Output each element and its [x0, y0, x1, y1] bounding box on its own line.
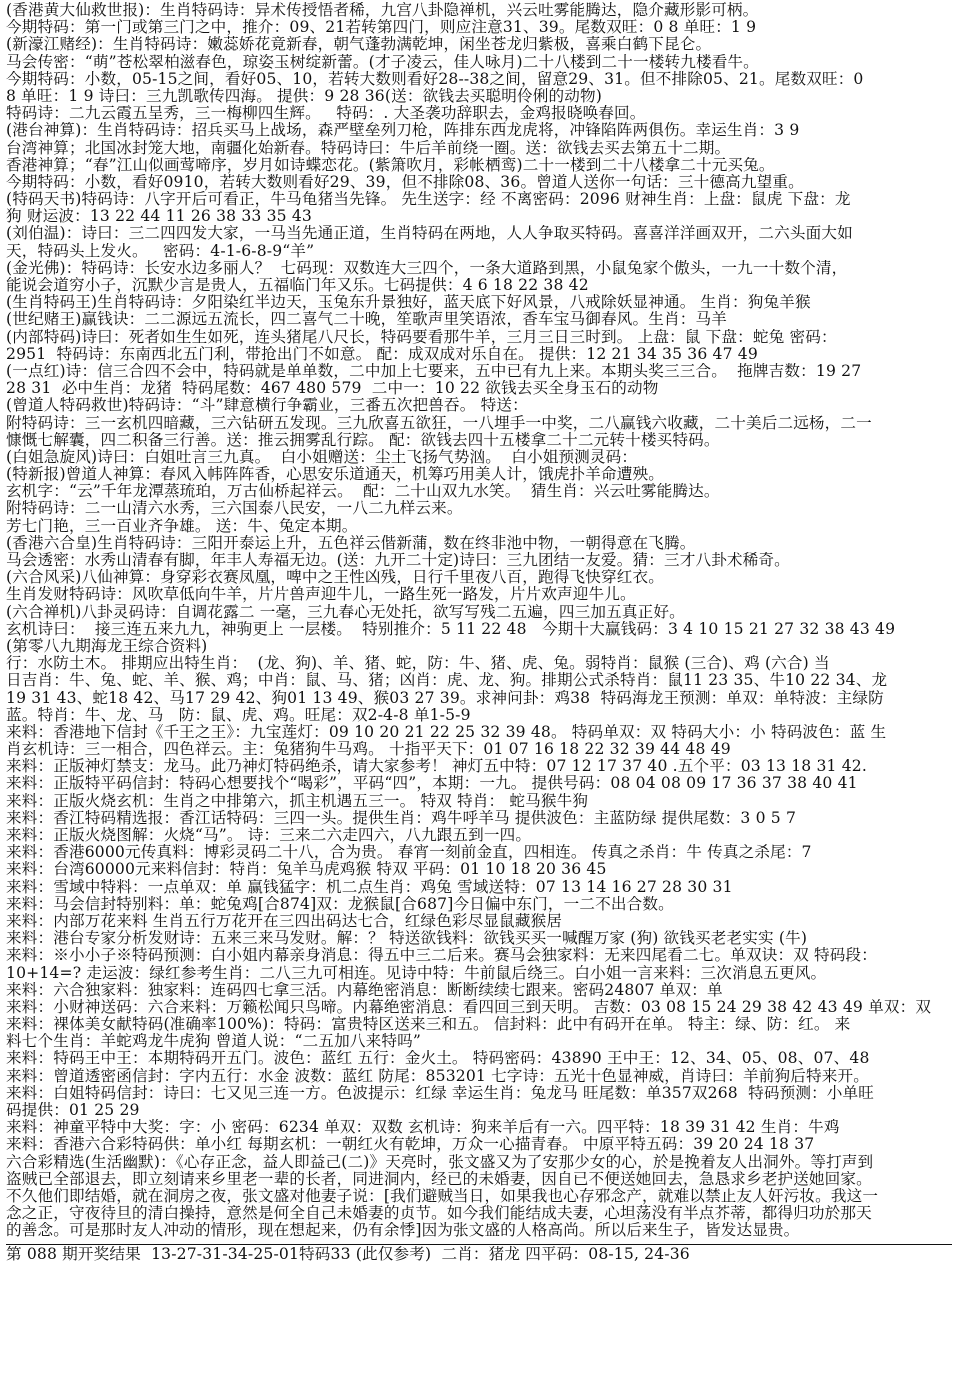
text-lines	[6, 2, 952, 1240]
text-line: 19 31 43、蛇18 42、马17 29 42、狗01 13 49、猴03 27 39。求神问卦：鸡38 特码海龙王预测：单双：单特波：主绿防	[6, 689, 884, 707]
text-line: (曾道人特码救世)特码诗：“斗”肆意横行争霸业，三番五次把兽吞。 特送：	[6, 397, 528, 415]
text-line: 来料：台湾60000元来料信封：特肖：兔羊马虎鸡猴 特双 平码：01 10 18 20 36 45	[6, 861, 607, 879]
text-line: 玄机字：“云”千年龙潭蒸琉珀，万古仙桥起祥云。 配：二十山双九水笑。 猜生肖：兴云吐雾能腾达。	[6, 483, 720, 501]
text-line: (刘伯温)：诗曰：三二四四发大家，一马当先通正道，生肖特码在两地，人人争取买特码。喜喜洋洋画双开，二六头面大如	[6, 225, 853, 243]
text-line: (生肖特码王)生肖特码诗：夕阳染红半边天，玉兔东升景独好，蓝天底下好风景，八戒除妖显神通。 生肖：狗兔羊猴	[6, 294, 811, 312]
text-line: 盗贼已全部退去，即立刻请来乡里老一辈的长者，同进洞内，经已的未婚妻，因自已不便送她回去，急恳求乡老护送她回家。	[6, 1170, 872, 1188]
text-line: 玄机诗曰： 接三连五来九九，神驹更上 一层楼。 特别推介：5 11 22 48 今期十大赢钱码：3 4 10 15 21 27 32 38 43 49	[6, 620, 896, 638]
text-line: 28 31 必中生肖：龙猪 特码尾数：467 480 579 二中一：10 22 欲钱去买全身玉石的动物	[6, 380, 659, 398]
text-line: 来料：神童平特中大奖：字：小 密码：6234 单双：双数 玄机诗：狗来羊后有一六。四平特：18 39 31 42 生肖：牛鸡	[6, 1119, 840, 1137]
text-line: 生肖发财特码诗：风吹草低向牛羊，片片兽声迎牛儿，一路生死一路发，片片欢声迎牛儿。	[6, 586, 636, 604]
text-line: 来料：※小小子※特码预测：白小姐内幕亲身消息：得五中三二后来。赛马会独家料：无来四尾看二七。单双诀：双 特码段：	[6, 947, 878, 965]
text-line: (香港黄大仙救世报)：生肖特码诗：异术传授悟者稀，九宫八卦隐禅机，兴云吐雾能腾达，隐介藏形影可柄。	[6, 2, 759, 19]
text-line: 来料：白姐特码信封：诗曰：七又见三连一方。色波提示：红绿 幸运生肖：兔龙马 旺尾数：单357双268 特码预测：小单旺	[6, 1084, 875, 1102]
text-line: 来料：香港六合彩特码供：单小红 每期玄机：一朝红火有乾坤，万众一心描青春。 中原平特五码：39 20 24 18 37	[6, 1136, 815, 1154]
text-line: 来料：曾道透密函信封：字内五行：水金 波数：蓝红 防尾：853201 七字诗：五光十色显神威，肖诗曰：羊前狗后特来开。	[6, 1067, 869, 1085]
text-line: 来料：六合独家料：独家料：连码四七拿三活。内幕绝密消息：断断续续七跟来。密码24807 单双：单	[6, 981, 723, 999]
text-line: 芳七门艳，三一百业齐争雄。 送：牛、兔定本期。	[6, 517, 358, 535]
text-line: (金光佛)：特码诗：长安水边多丽人？ 七码现：双数连大三四个，一条大道路到黑，小鼠兔家个傲头，一九一十数个清，	[6, 259, 848, 277]
text-line: 马会传密：“萌”苍松翠柏滋春色，琼姿玉树绽新蕾。(才子凌云，佳人咏月)二十八楼到二十一楼转九楼看牛。	[6, 53, 759, 71]
text-line: 来料：正版火烧玄机：生肖之中排第六，抓主机遇五三一。 特双 特肖： 蛇马猴牛狗	[6, 792, 589, 810]
text-line: 码提供：01 25 29	[6, 1102, 140, 1119]
text-line: (特码天书)特码诗：八字开后可看正，牛马龟猪当先锋。 先生送字：经 不离密码：2096 财神生肖：上盘：鼠虎 下盘：龙	[6, 191, 851, 209]
text-line: 今期特码：小数，05-15之间，看好05、10，若转大数则看好28--38之间，留意29、31。但不排除05、21。尾数双旺：0	[6, 70, 864, 88]
text-line: 来料：正版神灯禁支：龙马。此乃神灯特码绝杀，请大家参考！ 神灯五中特：07 12 17 37 40 .五个平：03 13 18 31 42.	[6, 758, 867, 776]
text-line: 料七个生肖：羊蛇鸡龙牛虎狗 曾道人说：“二五加八来特吗”	[6, 1033, 421, 1051]
text-line: 附特码诗：二一山清六水秀，三六国泰八民安，一八二九样云来。	[6, 500, 463, 518]
text-line: (世纪赌王)赢钱诀：二二源远五流长，四二喜气二十晚，笙歌声里笑语浓，香车宝马御春风。生肖：马羊	[6, 311, 727, 329]
text-line: (内部特码)诗曰：死者如生生如死，连头猪尾八尺长，特码要看那牛羊，三月三日三时到。 上盘：鼠 下盘：蛇兔 密码：	[6, 328, 837, 346]
text-line: 香港神算；“春”江山似画莺啼序，岁月如诗蝶恋花。(紫箫吹月，彩帐栖鸾)二十一楼到二十八楼拿二十元买兔。	[6, 156, 775, 174]
text-line: 天，特码头上发火。 密码：4-1-6-8-9“羊”	[6, 242, 315, 260]
text-line: 六合彩精选(生活幽默)：《心存正念，益人即益己(二)》天亮时，张文盛又为了安那少女的心，於是挽着友人出洞外。等打声到	[6, 1153, 874, 1171]
text-line: 来料：香港地下信封《千王之王》：九宝莲灯：09 10 20 21 22 25 32 39 48。 特码单双：双 特码大小：小 特码波色：蓝 生	[6, 723, 887, 741]
text-line: 8 单旺：1 9 诗曰：三九凯歌传四海。 提供：9 28 36(送：欲钱去买聪明伶俐的动物)	[6, 87, 602, 105]
text-line: 行：水防土木。 排期应出特生肖： (龙、狗)、羊、猪、蛇，防：牛、猪、虎、兔。弱特肖：鼠猴 (三合)、鸡 (六合) 当	[6, 655, 830, 673]
text-line: (一点红)诗：信三合四不会中，特码就是单单数，二中加上七要来，五中已有九上来。本期头奖三三合。 拖牌吉数：19 27	[6, 362, 862, 380]
text-line: (特新报)曾道人神算：春风入帏阵阵香，心思安乐道通天，机筹巧用美人计，饿虎扑羊命遭殃。	[6, 466, 664, 484]
text-line: 来料：正版特平码信封：特码心想要找个“喝彩”，平码“四”，本期：一九。 提供号码：08 04 08 09 17 36 37 38 40 41	[6, 775, 858, 793]
text-line: 来料：正版火烧图解：火烧“马”。 诗：三来二六走四六，八九跟五到一四。	[6, 827, 532, 844]
text-line: 日吉肖：牛、兔、蛇、羊、猴、鸡；中肖：鼠、马、猪；凶肖：虎、龙、狗。排期公式杀特肖：鼠11 23 35、牛10 22 34、龙	[6, 672, 888, 690]
text-line: 来料：港台专家分析发财诗：五来三来马发财。解：？ 特送欲钱料：欲钱买买一喊醒万家 (狗) 欲钱买老老实实 (牛)	[6, 930, 808, 948]
text-line: 台湾神算；北国冰封笼大地，南疆化始新春。特码诗曰：牛后羊前绕一圈。送：欲钱去买去第五十二期。	[6, 139, 731, 157]
text-line: 今期特码：第一门或第三门之中，推介：09、21若转第四门，则应注意31、39。尾数双旺：0 8 单旺：1 9	[6, 19, 757, 37]
text-line: (港台神算)：生肖特码诗：招兵买马上战场，森严壁垒列刀枪，阵排东西龙虎将，冲锋陷阵两俱伤。幸运生肖：3 9	[6, 122, 800, 140]
text-line: 慷慨七解囊，四二积备三行善。送：推云拥雾乱行踪。 配：欲钱去四十五楼拿二十二元转十楼买特码。	[6, 431, 720, 449]
text-line: 今期特码：小数，看好0910，若转大数则看好29、39，但不排除08、36。曾道人送你一句话：三十德高九望重。	[6, 173, 804, 191]
text-line: 能说会道穷小子，沉默少言是贵人，五福临门年又乐。七码提供：4 6 18 22 38 42	[6, 277, 589, 294]
text-line: 蓝。特肖：牛、龙、马 防：鼠、虎、鸡。旺尾：双2-4-8 单1-5-9	[6, 706, 471, 724]
text-line: 来料：雪域中特料：一点单双：单 赢钱猛字：机二点生肖：鸡兔 雪域送特：07 13 14 16 27 28 30 31	[6, 878, 733, 896]
text-line: 马会透密：水秀山清春有脚，年丰人寿福无边。(送：九开二十定)诗曰：三九团结一友爱。猜：三才八卦术稀奇。	[6, 552, 790, 569]
text-line: 来料：小财神送码：六合来料：万籁松闻只鸟啼。内幕绝密消息：看四回三到天明。 吉数：03 08 15 24 29 38 42 43 49 单双：双	[6, 998, 932, 1016]
draw-result-footer: 第 088 期开奖结果 13-27-31-34-25-01特码33 (此仅参考) 二肖：猪龙 四平码：08-15, 24-36	[6, 1244, 952, 1263]
text-line: (六合风采)八仙神算：身穿彩衣赛凤凰，啤中之王性凶残，日行千里夜八百，跑得飞快穿红衣。	[6, 569, 664, 587]
text-line: (第零八九期海龙王综合资料)	[6, 637, 208, 655]
text-line: (新濠江赌经)：生肖特码诗：嫩蕊娇花竟新春，朝气蓬勃满乾坤，闲坐苍龙归紫极，喜乘白鹤下昆仑。	[6, 36, 712, 54]
text-line: (香港六合皇)生肖特码诗：三阳开泰运上升，五色祥云偕新蒲，数在终非池中物，一朝得意在飞腾。	[6, 534, 696, 552]
text-line: 附特码诗：三一玄机四暗藏，三六钻研五发现。三九欣喜五欲狂，一八埋手一中奖，二八赢钱六收藏，二十美后二远杨，二一	[6, 414, 872, 432]
text-line: 肖玄机诗：三一相合，四色祥云。主：兔猪狗牛马鸡。 十指平天下：01 07 16 18 22 32 39 44 48 49	[6, 741, 731, 759]
text-line: 不久他们即结婚，就在洞房之夜，张文盛对他妻子说：[我们避贼当日，如果我也心存邪念产，就难以禁止友人奸污妆。我这一	[6, 1187, 879, 1205]
text-line: 来料：裸体美女献特码(准确率100%)：特码：富贵特区送来三和五。 信封料：此中有码开在单。 特主：绿、防：红。 来	[6, 1016, 851, 1034]
text-line: 来料：内部万花来料 生肖五行万花开在三四出码达七合，红绿色彩尽显鼠藏猴居	[6, 912, 563, 930]
text-line: 来料：特码王中王：本期特码开五门。波色：蓝红 五行：金火土。 特码密码：43890 王中王：12、34、05、08、07、48	[6, 1050, 870, 1068]
text-line: (白姐急旋风)诗曰：白姐吐言三九真。 白小姐赠送：尘土飞扬气势汹。 白小姐预测灵码：	[6, 448, 638, 466]
text-line: 的善念。可是那时友人冲动的情形，现在想起来，仍有余悸]因为张文盛的人格高尚。所以后来生子，皆发达显贵。	[6, 1222, 800, 1240]
text-line: 来料：香江特码精选报：香江话特码：三四一头。提供生肖：鸡牛呼羊马 提供波色：主蓝防绿 提供尾数：3 0 5 7	[6, 809, 797, 827]
text-line: 2951 特码诗：东南西北五门利，带抢出门不如意。 配：成双成对乐自在。 提供：12 21 34 35 36 47 49	[6, 345, 758, 363]
text-line: 特码诗：二九云霞五呈秀，三一梅柳四生辉。 特码：. 大圣袭功辞职去，金鸡报晓唤春回。	[6, 105, 646, 123]
text-line: 10+14=? 走运波：绿红参考生肖：二八三九可相连。见诗中特：牛前鼠后绕三。白小姐一言来料：三次消息五更风。	[6, 964, 827, 982]
text-line: 来料：马会信封特别料：单：蛇兔鸡[合874]双：龙猴鼠[合687]今日偏中东门，一二不出合数。	[6, 895, 674, 913]
text-line: 念之正，守夜待旦的清白操持，意然是何全自己未婚妻的贞节。如今我们能结成夫妻，心坦荡没有半点芥蒂，都得归功於那天	[6, 1205, 872, 1223]
text-line: 狗 财运波：13 22 44 11 26 38 33 35 43	[6, 208, 312, 226]
text-line: (六合禅机)八卦灵码诗：自调花露二 一毫，三九春心无处托，欲写写残二五遍，四三加五真正好。	[6, 603, 685, 621]
text-line: 来料：香港6000元传真料：博彩灵码二十八，合为贵。 春宵一刻前金直，四相连。 传真之杀肖：牛 传真之杀尾：7	[6, 844, 812, 862]
